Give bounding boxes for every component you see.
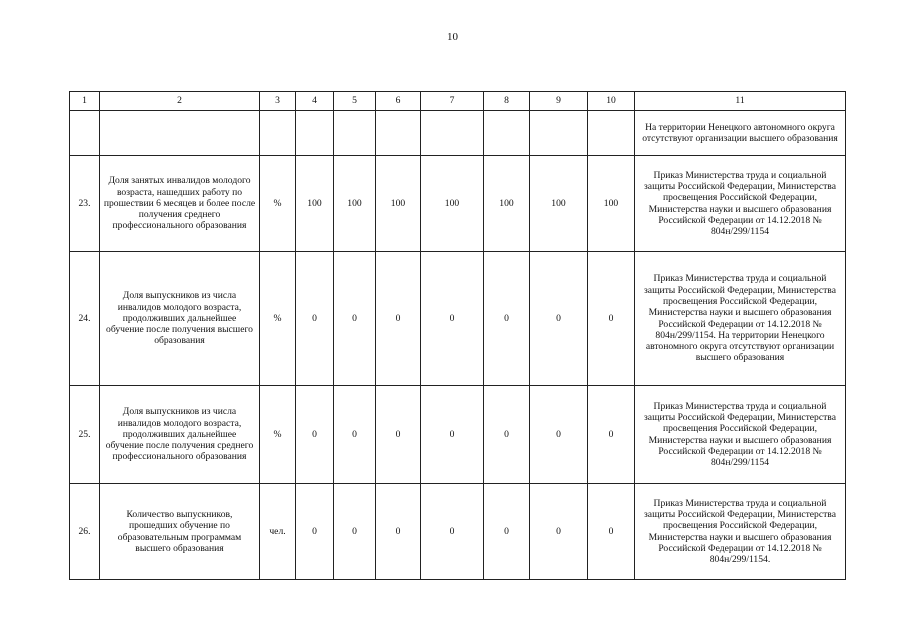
column-header: 8 [484, 92, 530, 111]
page-number: 10 [447, 31, 458, 43]
table-row [70, 111, 846, 156]
column-header: 1 [70, 92, 100, 111]
unit-cell: % [260, 386, 296, 484]
unit-cell: % [260, 156, 296, 252]
column-header: 5 [334, 92, 376, 111]
column-header: 10 [588, 92, 635, 111]
value-cell: 0 [334, 386, 376, 484]
table-row [70, 484, 846, 580]
value-cell [421, 111, 484, 156]
indicator-name: Доля выпускников из числа инвалидов молодого возраста, продолживших дальнейшее обучение после получения среднего профессионального образования [100, 386, 260, 484]
value-cell: 0 [421, 484, 484, 580]
value-cell: 100 [376, 156, 421, 252]
value-cell [376, 111, 421, 156]
table-row [70, 386, 846, 484]
value-cell: 0 [588, 484, 635, 580]
value-cell: 100 [334, 156, 376, 252]
column-header: 11 [635, 92, 846, 111]
value-cell: 0 [484, 386, 530, 484]
note-cell: Приказ Министерства труда и социальной защиты Российской Федерации, Министерства просвещения Российской Федерации, Министерства науки и высшего образования Российской Федерации от 14.12.2018 № 804н/299/1154 [635, 386, 846, 484]
indicator-name: Доля выпускников из числа инвалидов молодого возраста, продолживших дальнейшее обучение после получения высшего образования [100, 252, 260, 386]
value-cell [530, 111, 588, 156]
value-cell: 100 [588, 156, 635, 252]
indicator-name [100, 111, 260, 156]
column-header: 4 [296, 92, 334, 111]
value-cell: 100 [530, 156, 588, 252]
indicator-table [69, 91, 846, 580]
value-cell: 0 [376, 386, 421, 484]
value-cell: 0 [530, 386, 588, 484]
value-cell [588, 111, 635, 156]
indicator-name: Доля занятых инвалидов молодого возраста, нашедших работу по прошествии 6 месяцев и более после получения среднего профессионального образования [100, 156, 260, 252]
value-cell [296, 111, 334, 156]
table-row [70, 156, 846, 252]
header-row [70, 92, 846, 111]
note-cell: Приказ Министерства труда и социальной защиты Российской Федерации, Министерства просвещения Российской Федерации, Министерства науки и высшего образования Российской Федерации от 14.12.2018 № 804н/299/1154. На территории Ненецкого автономного округа отсутствуют организации высшего образования [635, 252, 846, 386]
value-cell: 0 [530, 252, 588, 386]
value-cell: 0 [588, 252, 635, 386]
value-cell: 0 [484, 252, 530, 386]
value-cell: 0 [334, 252, 376, 386]
value-cell [334, 111, 376, 156]
column-header: 9 [530, 92, 588, 111]
row-number: 26. [70, 484, 100, 580]
value-cell: 100 [296, 156, 334, 252]
value-cell: 0 [376, 252, 421, 386]
value-cell: 0 [334, 484, 376, 580]
value-cell: 0 [421, 252, 484, 386]
unit-cell: % [260, 252, 296, 386]
note-cell: Приказ Министерства труда и социальной защиты Российской Федерации, Министерства просвещения Российской Федерации, Министерства науки и высшего образования Российской Федерации от 14.12.2018 № 804н/299/1154 [635, 156, 846, 252]
value-cell: 0 [376, 484, 421, 580]
note-cell: На территории Ненецкого автономного округа отсутствуют организации высшего образования [635, 111, 846, 156]
unit-cell [260, 111, 296, 156]
value-cell: 0 [421, 386, 484, 484]
value-cell: 0 [484, 484, 530, 580]
row-number: 25. [70, 386, 100, 484]
value-cell: 100 [421, 156, 484, 252]
column-header: 6 [376, 92, 421, 111]
column-header: 2 [100, 92, 260, 111]
note-cell: Приказ Министерства труда и социальной защиты Российской Федерации, Министерства просвещения Российской Федерации, Министерства науки и высшего образования Российской Федерации от 14.12.2018 № 804н/299/1154. [635, 484, 846, 580]
value-cell: 0 [588, 386, 635, 484]
indicator-name: Количество выпускников, прошедших обучение по образовательным программам высшего образования [100, 484, 260, 580]
row-number [70, 111, 100, 156]
value-cell [484, 111, 530, 156]
value-cell: 0 [296, 252, 334, 386]
row-number: 24. [70, 252, 100, 386]
value-cell: 0 [296, 484, 334, 580]
column-header: 3 [260, 92, 296, 111]
column-header: 7 [421, 92, 484, 111]
value-cell: 0 [296, 386, 334, 484]
value-cell: 0 [530, 484, 588, 580]
table-row [70, 252, 846, 386]
row-number: 23. [70, 156, 100, 252]
unit-cell: чел. [260, 484, 296, 580]
value-cell: 100 [484, 156, 530, 252]
